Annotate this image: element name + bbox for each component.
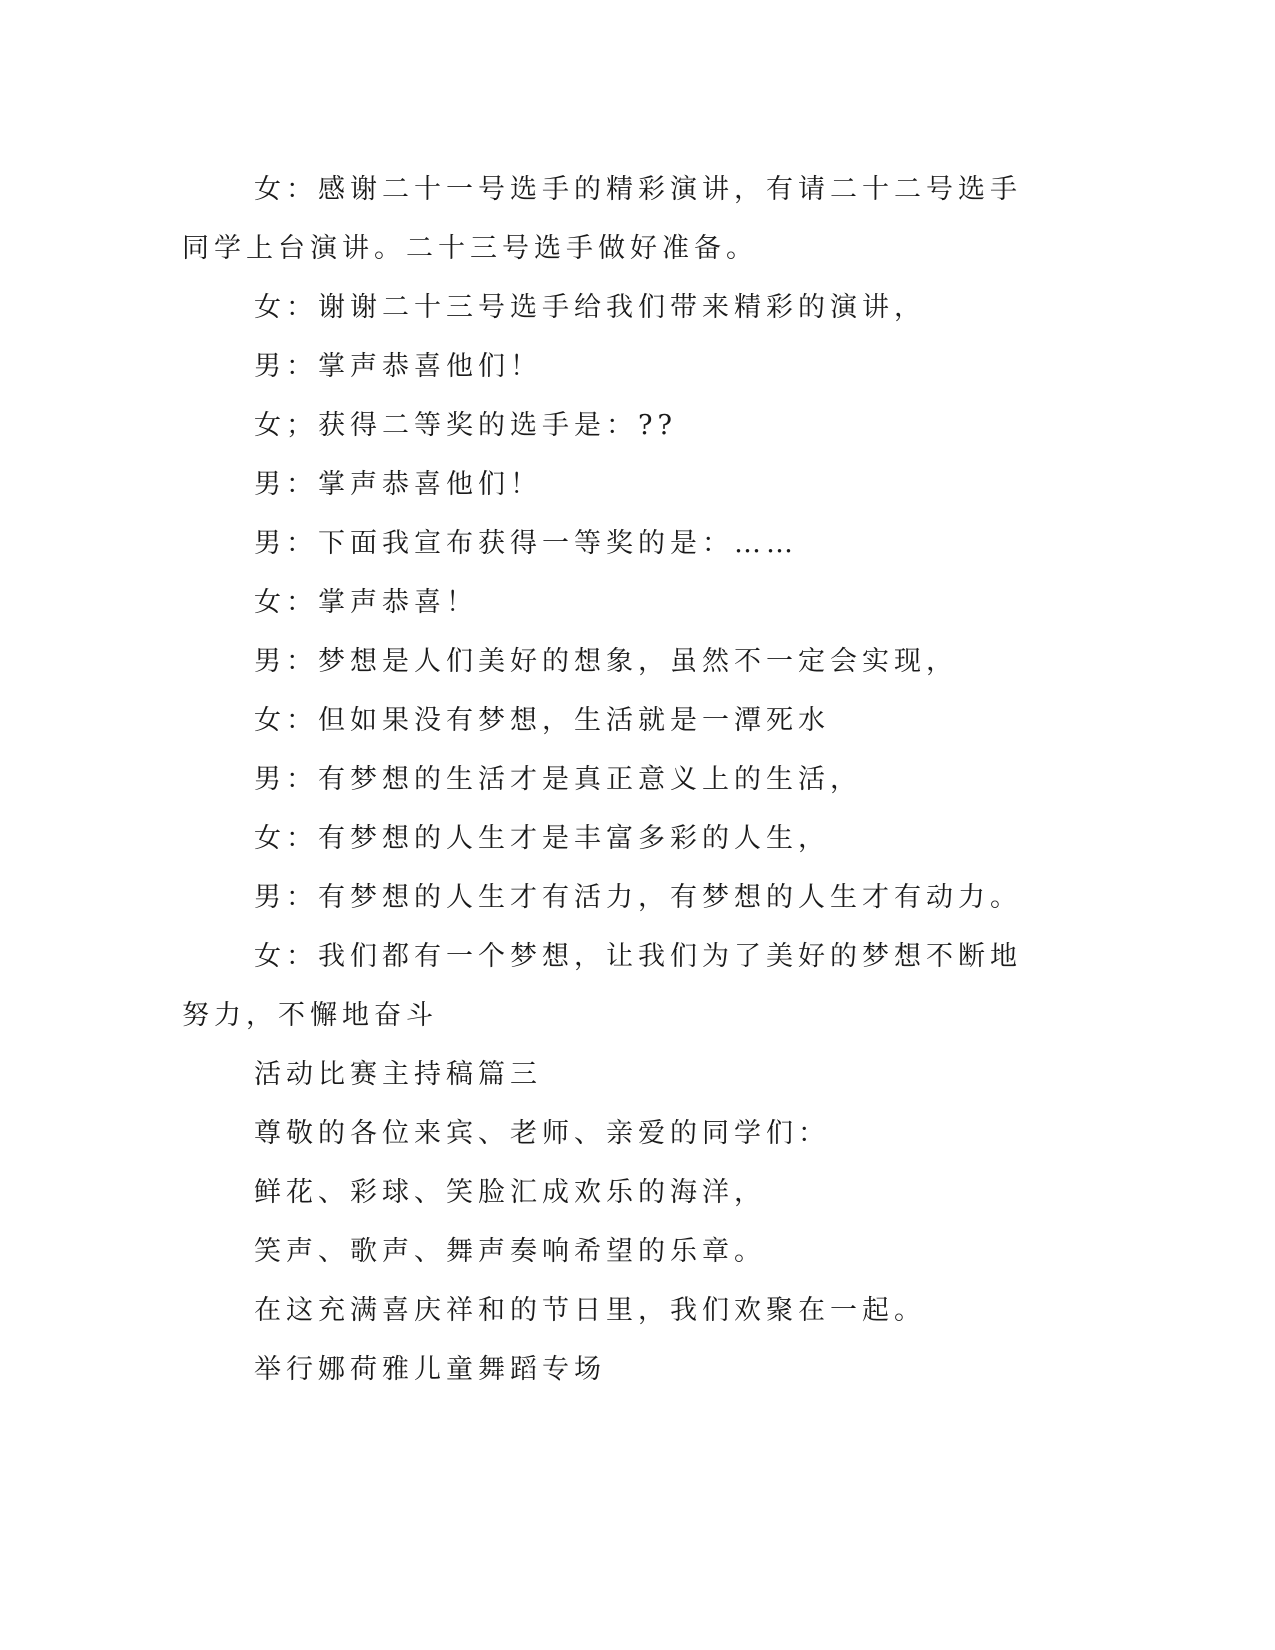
paragraph-9: 女：但如果没有梦想，生活就是一潭死水 <box>254 705 830 736</box>
paragraph-6: 男：下面我宣布获得一等奖的是：…… <box>254 528 798 559</box>
paragraph-1: 女：感谢二十一号选手的精彩演讲，有请二十二号选手同学上台演讲。二十三号选手做好准备。 <box>182 174 1022 264</box>
paragraph-2: 女：谢谢二十三号选手给我们带来精彩的演讲， <box>254 292 926 323</box>
paragraph-19: 举行娜荷雅儿童舞蹈专场 <box>254 1354 606 1385</box>
paragraph-4: 女；获得二等奖的选手是：?? <box>254 410 677 441</box>
paragraph-7: 女：掌声恭喜！ <box>254 587 478 618</box>
paragraph-16: 鲜花、彩球、笑脸汇成欢乐的海洋， <box>254 1177 766 1208</box>
paragraph-17: 笑声、歌声、舞声奏响希望的乐章。 <box>254 1236 766 1267</box>
paragraph-10: 男：有梦想的生活才是真正意义上的生活， <box>254 764 862 795</box>
paragraph-5: 男：掌声恭喜他们！ <box>254 469 542 500</box>
paragraph-11: 女：有梦想的人生才是丰富多彩的人生， <box>254 823 830 854</box>
paragraph-15: 尊敬的各位来宾、老师、亲爱的同学们： <box>254 1118 830 1149</box>
paragraph-3: 男：掌声恭喜他们！ <box>254 351 542 382</box>
paragraph-13: 女：我们都有一个梦想，让我们为了美好的梦想不断地努力，不懈地奋斗 <box>182 941 1022 1031</box>
section-heading: 活动比赛主持稿篇三 <box>254 1059 542 1090</box>
paragraph-18: 在这充满喜庆祥和的节日里，我们欢聚在一起。 <box>254 1295 926 1326</box>
paragraph-12: 男：有梦想的人生才有活力，有梦想的人生才有动力。 <box>254 882 1022 913</box>
paragraph-8: 男：梦想是人们美好的想象，虽然不一定会实现， <box>254 646 958 677</box>
document-body <box>182 160 1042 1399</box>
